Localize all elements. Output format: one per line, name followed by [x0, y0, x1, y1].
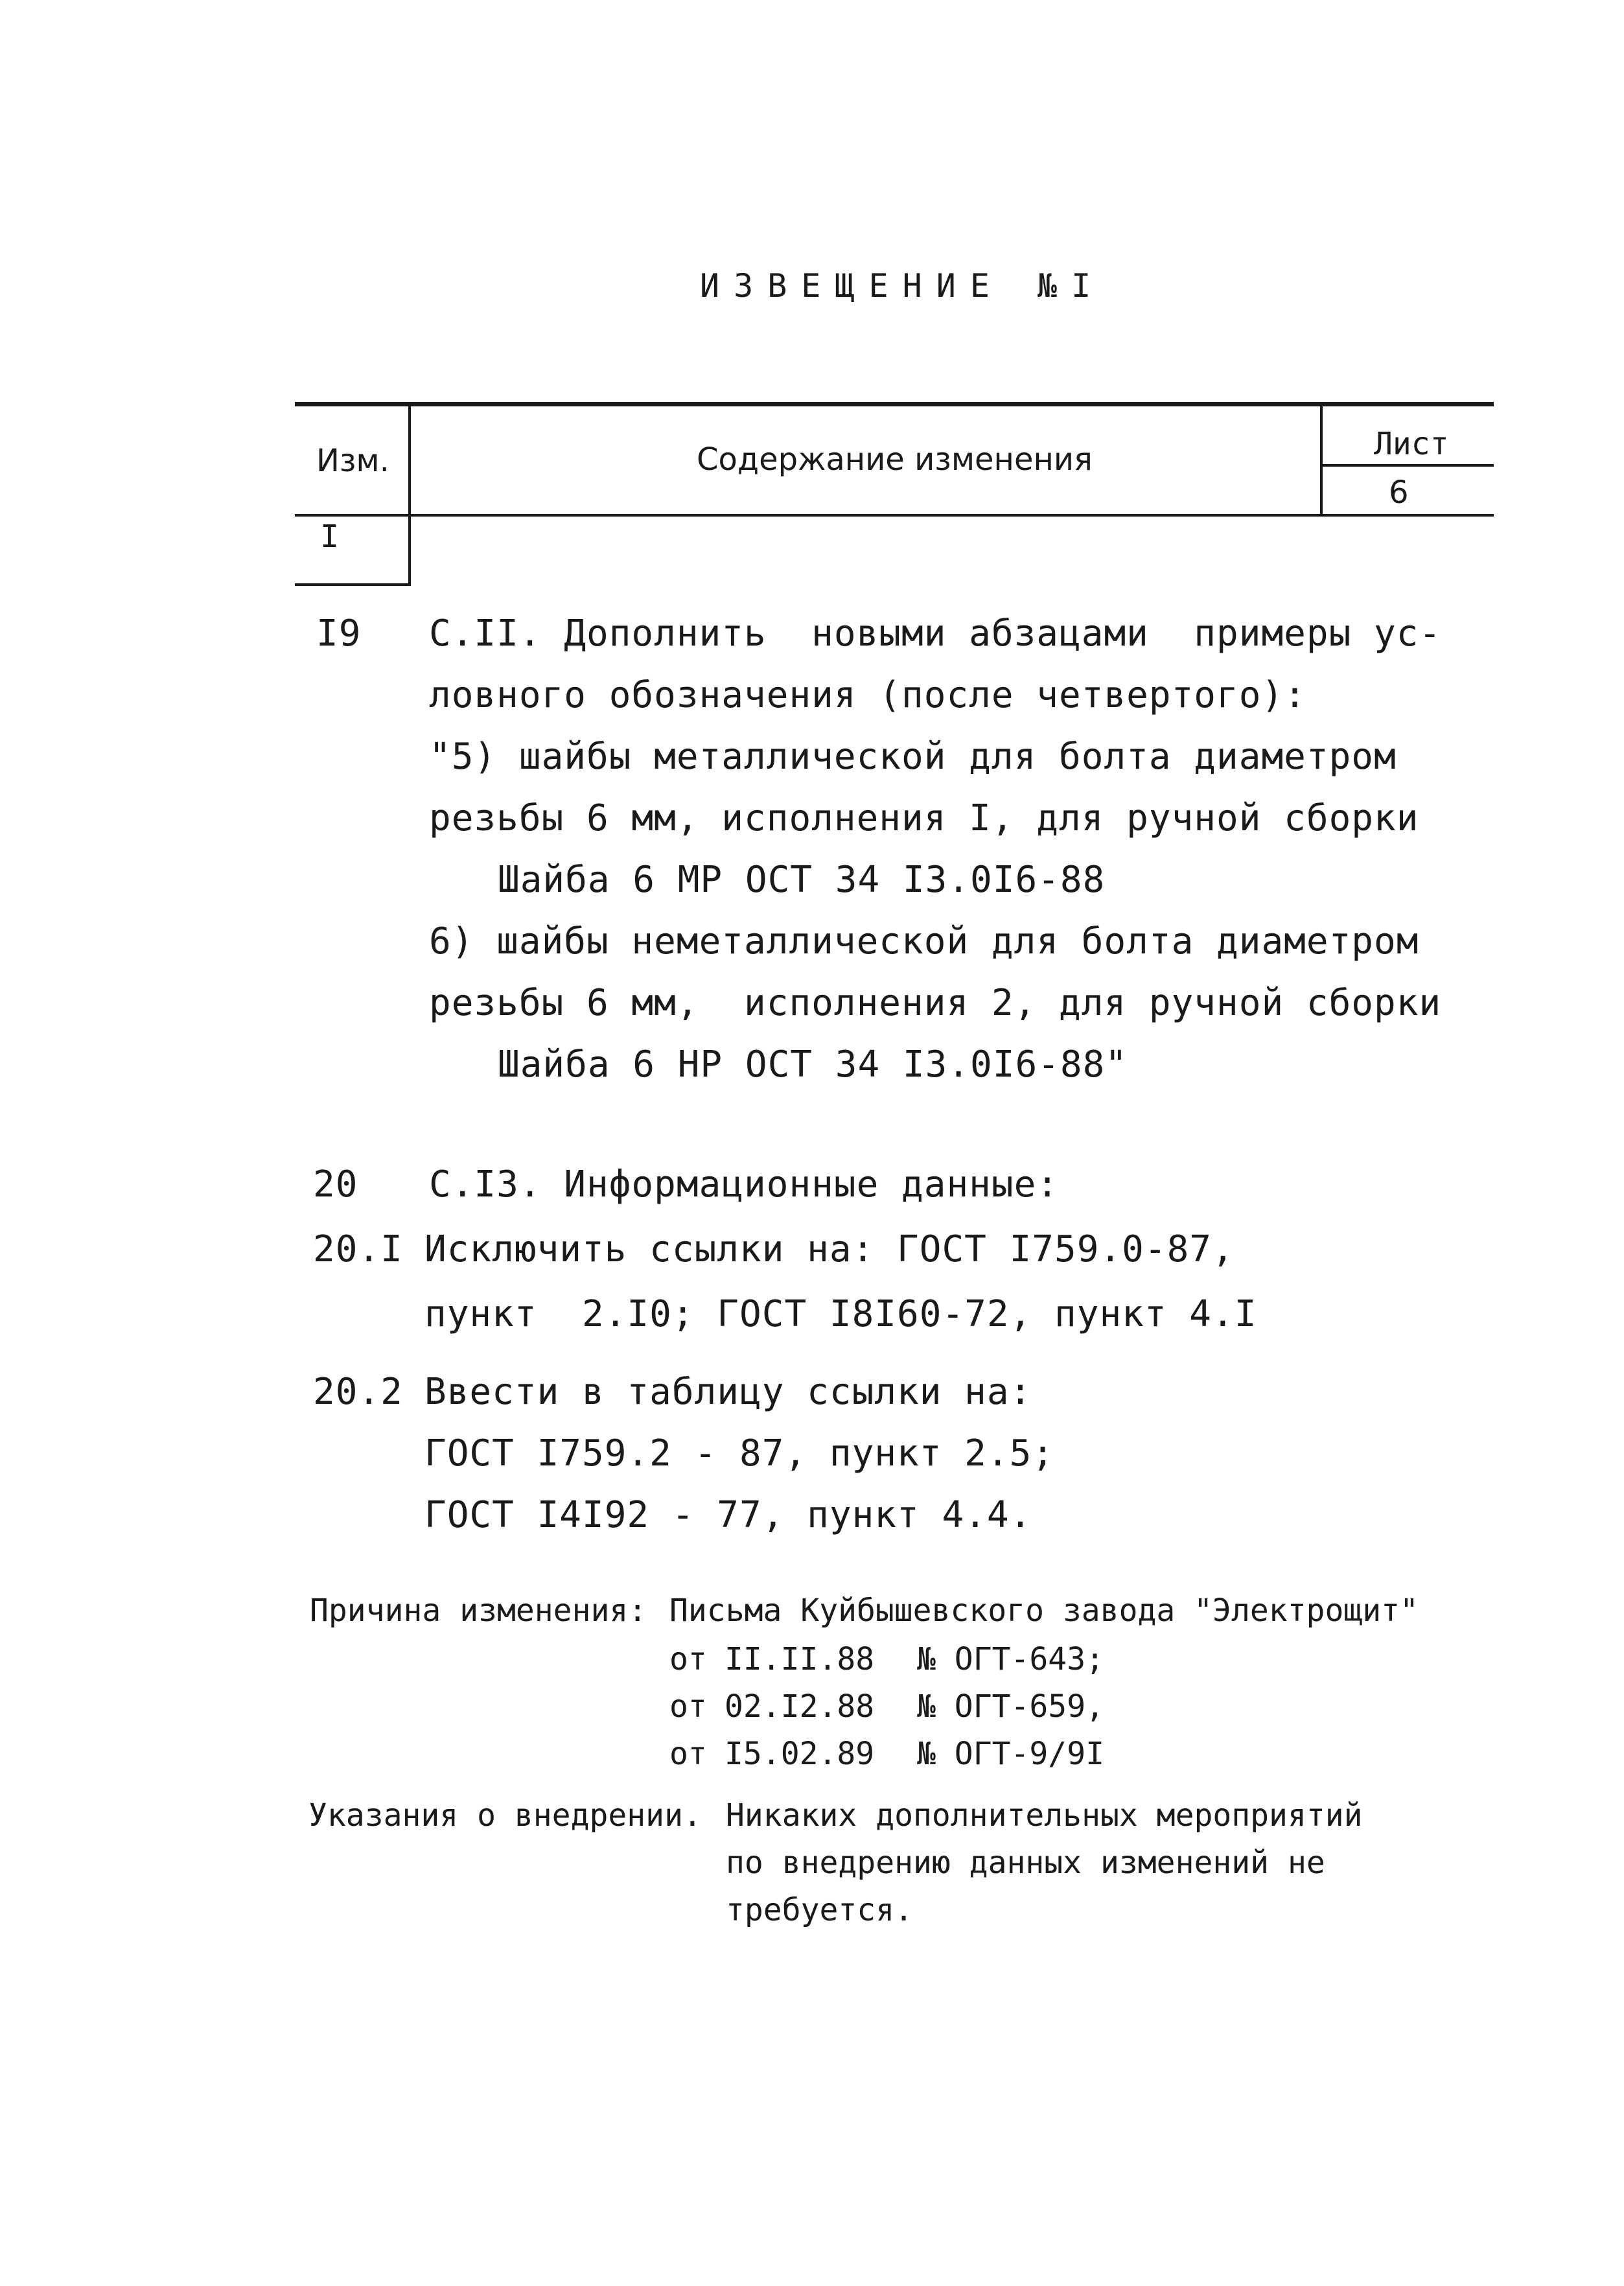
sheet-column-rule — [1320, 403, 1323, 517]
reason-letter-ref: № ОГТ-9/9I — [917, 1736, 1104, 1772]
izm-value: I — [320, 519, 339, 555]
implementation-line-1: Никаких дополнительных мероприятий — [726, 1797, 1363, 1834]
reason-letter-ref: № ОГТ-643; — [917, 1641, 1104, 1677]
implementation-label: Указания о внедрении. — [308, 1797, 702, 1834]
izm-bottom-rule — [295, 583, 410, 586]
item-19-line-2: ловного обозначения (после четвертого): — [429, 674, 1306, 716]
item-19-line-6: 6) шайбы неметаллической для болта диаметром — [429, 920, 1419, 962]
izm-column-rule — [408, 403, 411, 586]
reason-label: Причина изменения: — [310, 1592, 647, 1629]
column-header-sheet: Лист — [1374, 426, 1449, 462]
item-20-text: С.I3. Информационные данные: — [429, 1163, 1060, 1206]
table-header-bottom-rule — [295, 514, 1494, 517]
reason-letter-prefix: от — [669, 1736, 707, 1772]
item-19-line-1: С.II. Дополнить новыми абзацами примеры ус- — [429, 612, 1442, 655]
item-20-1-number: 20.I — [313, 1228, 403, 1270]
item-19-line-7: резьбы 6 мм, исполнения 2, для ручной сборки — [429, 982, 1442, 1024]
reason-letter-date: 02.I2.88 — [725, 1688, 875, 1725]
implementation-line-2: по внедрению данных изменений не — [726, 1845, 1325, 1881]
reason-letter-ref: № ОГТ-659, — [917, 1688, 1104, 1725]
sheet-number: 6 — [1389, 474, 1409, 511]
item-19-line-3: "5) шайбы металлической для болта диаметром — [429, 736, 1397, 778]
item-20-1-line-2: пункт 2.I0; ГОСТ I8I60-72, пункт 4.I — [424, 1293, 1257, 1335]
item-20-2-line-3: ГОСТ I4I92 - 77, пункт 4.4. — [424, 1494, 1032, 1536]
item-20-1-line-1: Исключить ссылки на: ГОСТ I759.0-87, — [424, 1228, 1235, 1270]
item-20-2-line-1: Ввести в таблицу ссылки на: — [424, 1371, 1032, 1413]
item-20-number: 20 — [313, 1163, 358, 1206]
item-19-number: I9 — [316, 612, 362, 655]
document-title: ИЗВЕЩЕНИЕ №I — [700, 267, 1106, 305]
column-header-izm: Изм. — [316, 443, 389, 479]
column-header-content: Содержание изменения — [697, 441, 1093, 478]
reason-letter-date: I5.02.89 — [725, 1736, 875, 1772]
item-19-line-4: резьбы 6 мм, исполнения I, для ручной сборки — [429, 797, 1419, 839]
reason-line-1: Письма Куйбышевского завода "Электрощит" — [669, 1592, 1419, 1629]
item-19-line-8: Шайба 6 НР ОСТ 34 I3.0I6-88" — [498, 1044, 1128, 1086]
implementation-line-3: требуется. — [726, 1892, 913, 1928]
item-20-2-line-2: ГОСТ I759.2 - 87, пункт 2.5; — [424, 1432, 1055, 1475]
sheet-divider-rule — [1322, 464, 1494, 467]
item-19-line-5: Шайба 6 МР ОСТ 34 I3.0I6-88 — [498, 859, 1106, 901]
reason-letter-prefix: от — [669, 1688, 707, 1725]
reason-letter-date: II.II.88 — [725, 1641, 875, 1677]
reason-letter-prefix: от — [669, 1641, 707, 1677]
table-top-rule — [295, 402, 1494, 406]
item-20-2-number: 20.2 — [313, 1371, 403, 1413]
